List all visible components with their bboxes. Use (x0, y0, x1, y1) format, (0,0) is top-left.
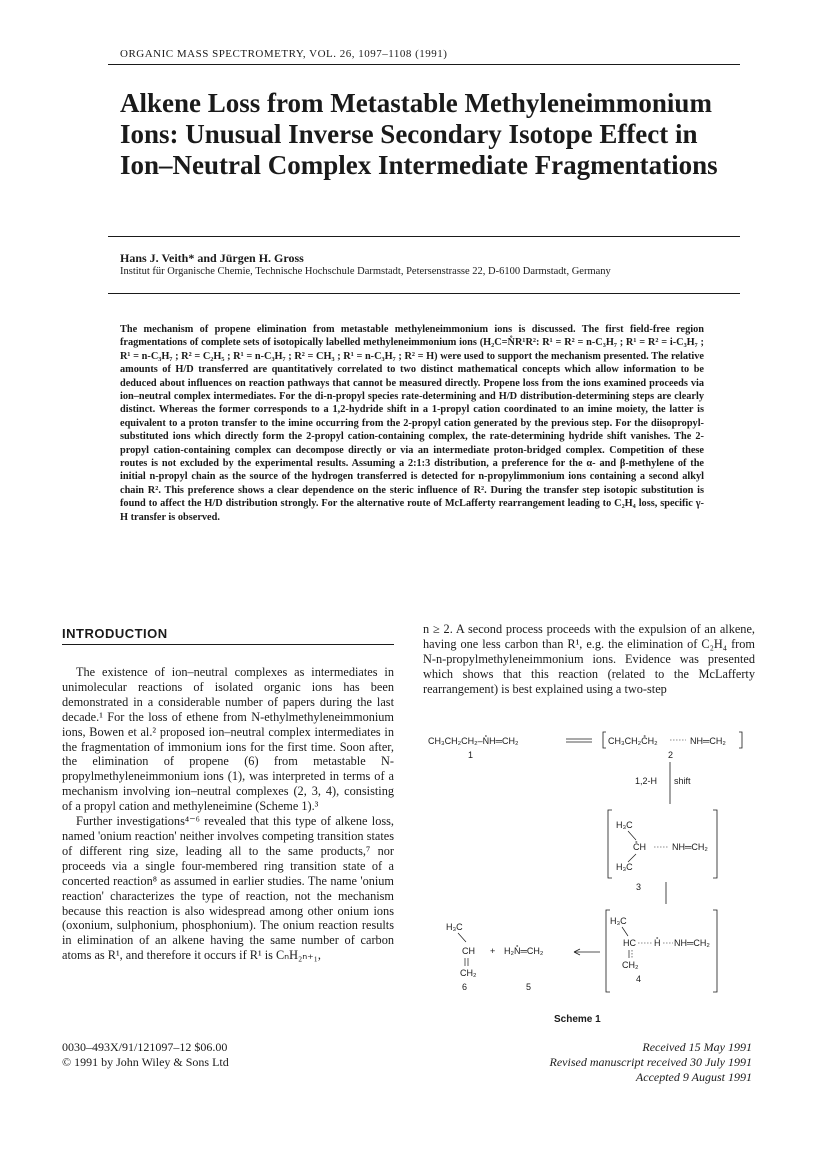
complex-2-ion: CH₃CH₂C̊H₂ (608, 736, 658, 746)
complex-3-methyl-top: H₃C (616, 820, 633, 830)
compound-number-6: 6 (462, 982, 468, 992)
compound-number-1: 1 (468, 750, 474, 760)
shift-label-2: shift (674, 776, 691, 786)
equilibrium-arrow (566, 739, 592, 742)
authors: Hans J. Veith* and Jürgen H. Gross (120, 251, 304, 265)
complex-3-methyl-bottom: H₃C (616, 862, 633, 872)
received-date: Received 15 May 1991 (642, 1040, 752, 1054)
affiliation: Institut für Organische Chemie, Technische Hochschule Darmstadt, Petersenstrasse 22, D-6100 Darmstadt, Germany (120, 266, 611, 277)
intro-paragraph-3: n ≥ 2. A second process proceeds with the expulsion of an alkene, having one less carbon than R¹, e.g. the elimination of C₂H₄ from N-n-propylmethyleneimmonium ions. Evidence was presented which shows that this reaction (related to the McLafferty rearrangement) is best explained using a two-step (423, 622, 755, 696)
abstract: The mechanism of propene elimination from metastable methyleneimmonium ions is discussed. The first field-free region fragmentations of complete sets of isotopically labelled methyleneimmonium ions (H₂C=N̊R¹R²: R¹ = R² = n-C₃H₇ ; R¹ = R² = i-C₃H₇ ; R¹ = n-C₃H₇ ; R² = C₂H₅ ; R¹ = n-C₃H₇ ; R² = CH₃ ; R¹ = n-C₃H₇ ; R² = H) were used to support the mechanism presented. The relative amounts of H/D transferred are quantitatively correlated to two distinct mathematical concepts which allow information to be deduced about influences on reaction pathways that cannot be measured directly. Propene loss from the ions examined proceeds via ion–neutral complex intermediates. For the di-n-propyl species rate-determining and H/D distribution-determining steps are clearly distinct. Whereas the former corresponds to a 1,2-hydride shift in a 1-propyl cation coordinated to an imine moiety, the latter is equivalent to a proton transfer to the imine occurring from the 2-propyl cation generated by the previous step. For the diisopropyl-substituted ions which directly form the 2-propyl cation-containing complex, the rate-determining hydride shift vanishes. The 2-propyl cation-containing complex can decompose directly or via an intermediate proton-bridged complex. Competition of these routes is not excluded by the experimental results. Assuming a 2:1:3 distribution, a preference for the α- and β-methylene of the initial n-propyl chain as the source of the hydrogen transferred is detected for n-propylimmonium ions containing a second alkyl chain R². This preference shows a clear dependence on the steric influence of R². During the transfer step isotopic substitution is found to affect the H/D distribution strongly. For the alternative route of McLafferty rearrangement leading to C₂H₄ loss, specific γ-H transfer is observed. (120, 324, 704, 523)
complex-3-neutral: NH═CH₂ (672, 842, 708, 852)
header-rule (108, 64, 740, 65)
compound-number-2: 2 (668, 750, 674, 760)
affiliation-rule (108, 293, 740, 294)
compound-number-5: 5 (526, 982, 532, 992)
structure-1-formula: CH₃CH₂CH₂–N̊H═CH₂ (428, 736, 519, 746)
left-column (62, 665, 394, 963)
structure-5-formula: H₂N̊═CH₂ (504, 946, 544, 956)
complex-4-proton: H̊ (654, 938, 661, 948)
copyright-line: © 1991 by John Wiley & Sons Ltd (62, 1055, 229, 1069)
revised-date: Revised manuscript received 30 July 1991 (549, 1055, 752, 1069)
arrow-4-to-5-6 (574, 949, 600, 955)
intro-paragraph-1: The existence of ion–neutral complexes as intermediates in unimolecular reactions of isolated organic ions has been demonstrated in a considerable number of papers during the last decade.¹ For the loss of ethene from N-ethylmethyleneimmonium ions, Bowen et al.² proposed ion–neutral complex intermediates in the fragmentation of immonium ions for the first time. Soon after, the elimination of propene (6) from metastable N-propylmethyleneimmonium ions (1), was interpreted in terms of a mechanism involving ion–neutral complexes (2, 3, 4), consisting of a propyl cation and methyleneimine (Scheme 1).³ (62, 665, 394, 814)
section-rule (62, 644, 394, 645)
complex-3-carbocation: C̊H (633, 842, 646, 852)
compound-number-4: 4 (636, 974, 642, 984)
scheme-1-diagram (420, 730, 756, 1030)
intro-paragraph-2: Further investigations⁴⁻⁶ revealed that this type of alkene loss, named 'onium reaction' neither involves competing transition states of different ring size, leading all to the same products,⁷ nor proceeds via a single four-membered ring transition state of a concerted reaction⁸ as assumed in earlier studies. The name 'onium reaction' characterizes the type of reaction, not the mechanism because this reaction is also widespread among other onium ions (oxonium, sulphonium, phosphonium). The onium reaction results in elimination of an alkene having the same number of carbon atoms as R¹, and therefore it occurs if R¹ is CₙH₂ₙ₊₁, (62, 814, 394, 963)
section-heading-introduction: INTRODUCTION (62, 626, 168, 641)
complex-4-ch2: CH₂ (622, 960, 639, 970)
propene-methyl: H₃C (446, 922, 463, 932)
dates-block (550, 1040, 753, 1085)
title-rule (108, 236, 740, 237)
article-code: 0030–493X/91/121097–12 $06.00 (62, 1040, 228, 1054)
paper-title: Alkene Loss from Metastable Methyleneimmonium Ions: Unusual Inverse Secondary Isotope Effect in Ion–Neutral Complex Intermediate Fragmentations (120, 88, 718, 180)
complex-4-neutral: NH═CH₂ (674, 938, 710, 948)
accepted-date: Accepted 9 August 1991 (635, 1070, 752, 1084)
complex-2-neutral: NH═CH₂ (690, 736, 726, 746)
complex-4-methyl: H₃C (610, 916, 627, 926)
right-column (423, 622, 755, 697)
bond (622, 927, 628, 936)
bond (628, 831, 636, 840)
propene-ch2: CH₂ (460, 968, 477, 978)
bond (628, 854, 636, 862)
compound-number-3: 3 (636, 882, 642, 892)
complex-4-ch: HC (623, 938, 636, 948)
copyright-block (62, 1040, 229, 1070)
bond (458, 933, 466, 942)
shift-label: 1,2-H (635, 776, 658, 786)
journal-header: ORGANIC MASS SPECTROMETRY, VOL. 26, 1097–1108 (1991) (120, 48, 448, 60)
propene-ch: CH (462, 946, 475, 956)
scheme-caption: Scheme 1 (554, 1014, 601, 1025)
plus-sign: + (490, 946, 496, 956)
